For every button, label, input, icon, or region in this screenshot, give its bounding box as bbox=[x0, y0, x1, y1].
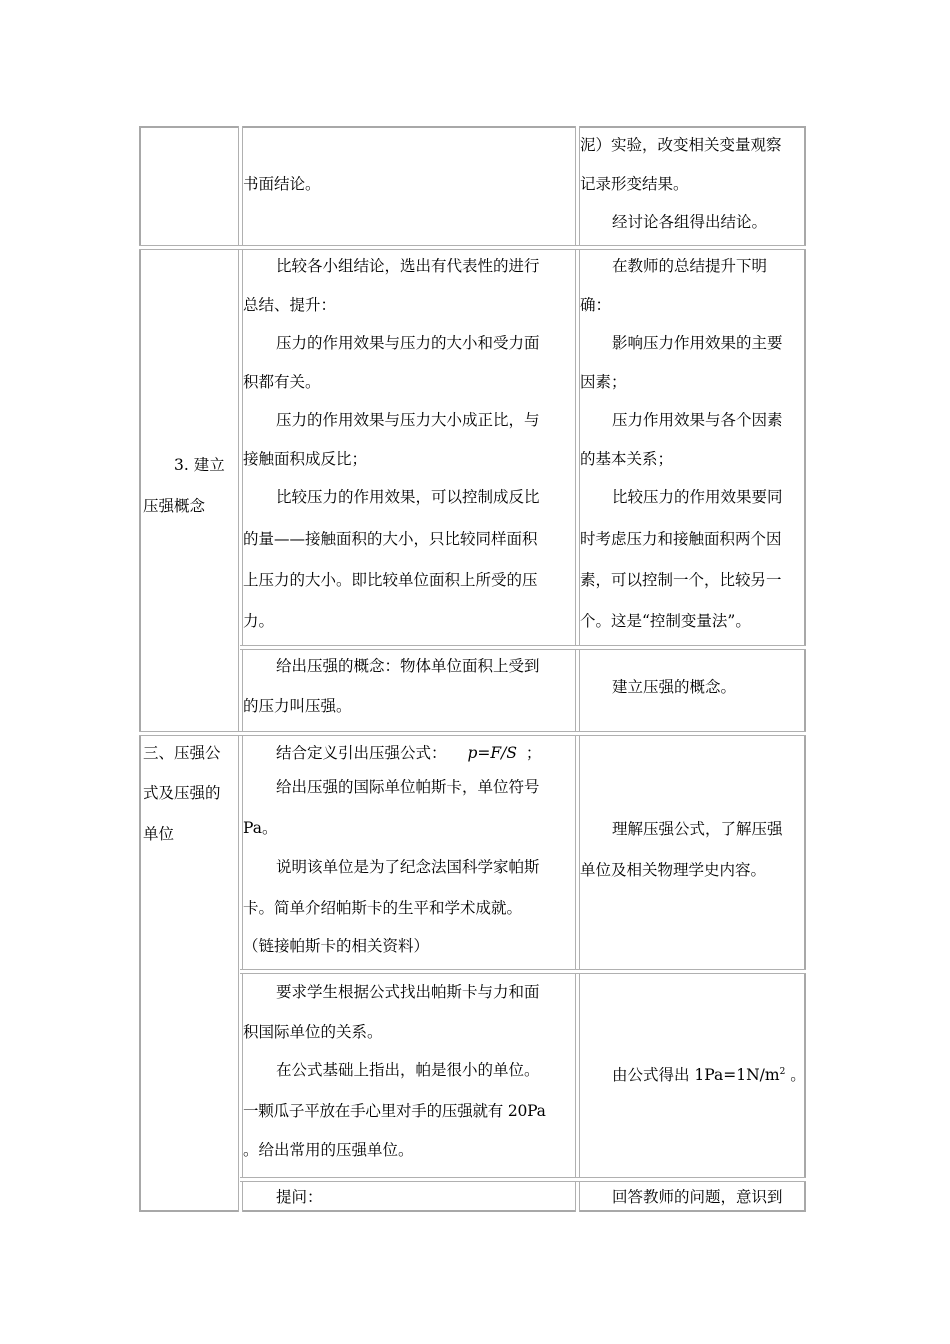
r2-col3-line: 影响压力作用效果的主要 bbox=[612, 334, 783, 352]
r2-col2-line: 压力的作用效果与压力的大小和受力面 bbox=[276, 334, 540, 352]
r3-formula-line bbox=[276, 744, 541, 763]
col-divider-1 bbox=[238, 126, 243, 1212]
unit-exponent: 2 bbox=[779, 1067, 786, 1077]
r2-col2-line: 接触面积成反比； bbox=[243, 450, 368, 468]
r2-col3-line: 因素； bbox=[580, 373, 627, 391]
r2-col2-line: 压力的作用效果与压力大小成正比，与 bbox=[276, 411, 540, 429]
r3-col2b-line: 。给出常用的压强单位。 bbox=[243, 1141, 414, 1159]
r3-section-title: 式及压强的 bbox=[143, 784, 221, 802]
r3-col2b-line: 在公式基础上指出，帕是很小的单位。 bbox=[276, 1061, 540, 1079]
row-divider-3 bbox=[139, 731, 806, 736]
r3-section-title: 单位 bbox=[143, 825, 175, 843]
row-divider-3a bbox=[240, 969, 806, 974]
r2-col3-line: 素，可以控制一个，比较另一 bbox=[580, 571, 782, 589]
r3-col2-line: （链接帕斯卡的相关资料） bbox=[243, 937, 430, 955]
row-divider-3b bbox=[240, 1177, 806, 1182]
r1-col3-line: 经讨论各组得出结论。 bbox=[612, 213, 768, 231]
unit-suffix: 。 bbox=[785, 1066, 806, 1085]
r2-col3-line: 确： bbox=[580, 296, 612, 314]
r2-col2-line: 总结、提升： bbox=[243, 296, 337, 314]
r2-col2b-line: 的压力叫压强。 bbox=[243, 697, 352, 715]
r3-col2-line: 给出压强的国际单位帕斯卡，单位符号 bbox=[276, 778, 540, 796]
r3-col2b-line: 一颗瓜子平放在手心里对手的压强就有 20Pa bbox=[243, 1102, 546, 1120]
r2-col3-line: 时考虑压力和接触面积两个因 bbox=[580, 530, 782, 548]
r2-section-title: 3. 建立 bbox=[174, 456, 225, 474]
r2-col3-line: 在教师的总结提升下明 bbox=[612, 257, 768, 275]
row-divider-2a bbox=[240, 645, 806, 650]
r3-col2b-line: 积国际单位的关系。 bbox=[243, 1023, 383, 1041]
r3-section-title: 三、压强公 bbox=[143, 744, 221, 762]
r3-col2-line: Pa。 bbox=[243, 819, 278, 837]
r2-col2-line: 比较各小组结论，选出有代表性的进行 bbox=[276, 257, 540, 275]
r3-col2-line: 卡。简单介绍帕斯卡的生平和学术成就。 bbox=[243, 899, 523, 917]
r2-section-title: 压强概念 bbox=[143, 497, 206, 515]
r3-col2-line: 说明该单位是为了纪念法国科学家帕斯 bbox=[276, 858, 540, 876]
row-divider-1 bbox=[139, 245, 806, 250]
r2-col3-line: 个。这是“控制变量法”。 bbox=[580, 612, 751, 630]
r3-col3-line: 单位及相关物理学史内容。 bbox=[580, 861, 767, 879]
r2-col2b-line: 给出压强的概念：物体单位面积上受到 bbox=[276, 657, 540, 675]
unit-formula: 由公式得出 1Pa=1N/m bbox=[612, 1066, 780, 1085]
r1-col3-line: 泥）实验，改变相关变量观察 bbox=[580, 136, 782, 154]
r2-col3-line: 的基本关系； bbox=[580, 450, 674, 468]
formula: p=F/S bbox=[467, 744, 517, 762]
r1-col2-line: 书面结论。 bbox=[243, 175, 321, 193]
col-divider-2 bbox=[575, 126, 580, 1212]
r3-col3-line: 理解压强公式，了解压强 bbox=[612, 820, 783, 838]
r2-col2-line: 比较压力的作用效果，可以控制成反比 bbox=[276, 488, 540, 506]
r2-col3-line: 压力作用效果与各个因素 bbox=[612, 411, 783, 429]
r2-col2-line: 上压力的大小。即比较单位面积上所受的压 bbox=[243, 571, 538, 589]
r3-col3c-line: 回答教师的问题，意识到 bbox=[612, 1188, 783, 1206]
r2-col2-line: 的量——接触面积的大小，只比较同样面积 bbox=[243, 530, 538, 548]
r2-col2-line: 积都有关。 bbox=[243, 373, 321, 391]
r3-col2c-line: 提问： bbox=[276, 1188, 323, 1206]
r2-col3-line: 比较压力的作用效果要同 bbox=[612, 488, 783, 506]
r3-col3b-line bbox=[612, 1063, 806, 1085]
formula-prefix: 结合定义引出压强公式： bbox=[276, 744, 447, 762]
formula-suffix: ； bbox=[525, 744, 542, 762]
r2-col3b-line: 建立压强的概念。 bbox=[612, 678, 737, 696]
r3-col2b-line: 要求学生根据公式找出帕斯卡与力和面 bbox=[276, 983, 540, 1001]
r2-col2-line: 力。 bbox=[243, 612, 275, 630]
r1-col3-line: 记录形变结果。 bbox=[580, 175, 689, 193]
